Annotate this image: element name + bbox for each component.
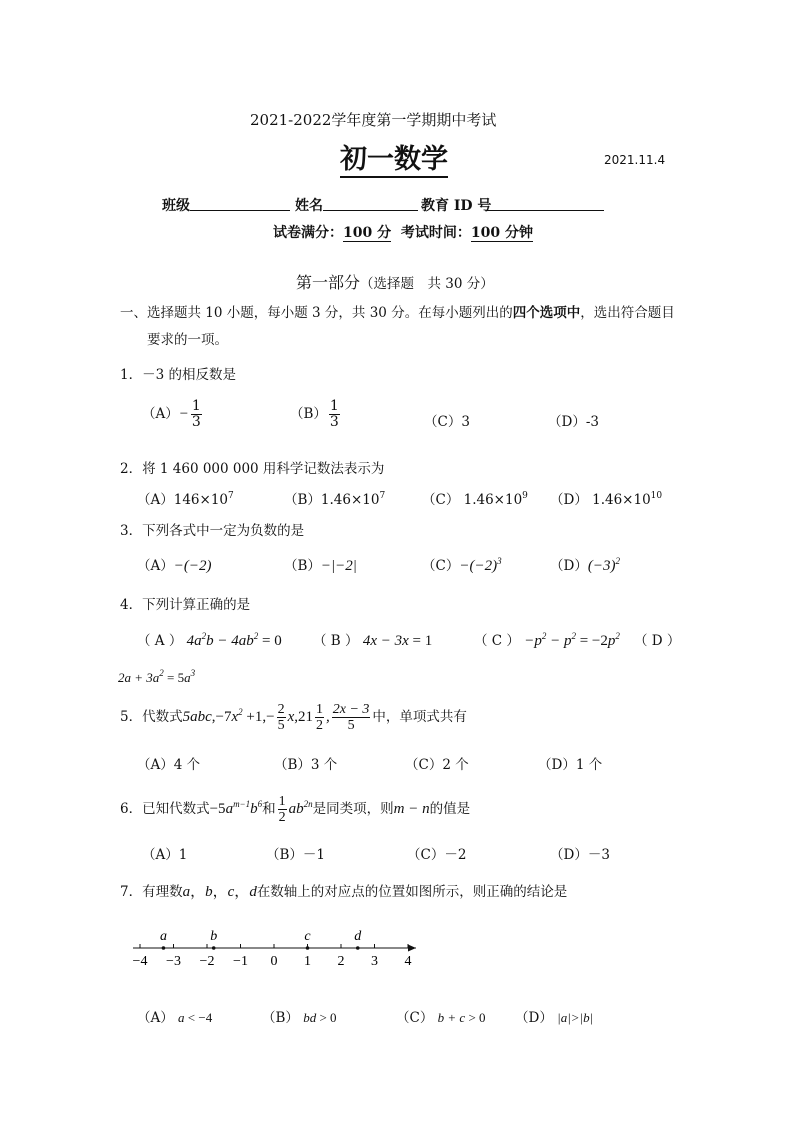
q4-stem: 4．下列计算正确的是 [120,597,251,613]
q6-option-d[interactable]: （D）－3 [550,847,610,863]
class-label: 班级 [162,198,190,214]
q2-option-b[interactable] [284,488,385,508]
q5-stem-start: 5．代数式 [120,709,183,725]
q3-c-label: （C） [422,558,460,574]
q5-option-c[interactable]: （C）2 个 [405,757,469,773]
q3-option-d[interactable]: $(D)(-3)^2$ [550,556,620,574]
instruction-text-end: ，选出符合题目 [580,305,675,321]
q6-stem-start: 6．已知代数式 [120,801,210,817]
instruction-emphasis: 四个选项中 [512,305,581,321]
number-line-tick-label: −3 [166,954,181,969]
number-line-figure [120,922,440,970]
q7-d-label: （D） [515,1010,553,1026]
q1-b-num: 1 [329,398,339,414]
number-line-arrow [408,945,416,952]
q7-stem: 7．有理数a，b，c，d在数轴上的对应点的位置如图所示，则正确的结论是 [120,884,568,900]
q2-d-text: （D） 1.46×10 [550,492,651,508]
exam-date: 2021.11.4 [604,153,666,167]
score-time-line [273,222,533,242]
q3-a-label: （A） [137,558,174,574]
q2-a-exp: 7 [228,491,234,501]
q3-option-a[interactable]: （A）−(−2) [137,558,212,574]
exam-title: 2021-2022学年度第一学期期中考试 [250,111,497,129]
q2-c-text: （C） 1.46×10 [422,492,523,508]
q5-option-b[interactable]: （B）3 个 [274,757,338,773]
number-line-point-d [356,946,360,950]
q3-b-label: （B） [284,558,321,574]
q7-option-d[interactable]: （D） |a|>|b| [515,1010,594,1026]
q2-b-text: （B）1.46×10 [284,492,380,508]
q2-a-text: （A）146×10 [137,492,229,508]
q6-stem-end: 的值是 [429,801,471,817]
q4-option-a[interactable]: （ A ） $4a^2b - 4ab^2 = 0$ [137,631,282,649]
q7-a-label: （A） [137,1010,174,1026]
q1-option-b[interactable] [290,399,342,430]
q3-d-label: （D） [550,558,588,574]
q1-b-den: 3 [329,414,339,430]
q4-option-c[interactable]: （ C ） $-p^2 - p^2 = -2p^2$ [474,631,620,649]
id-label: 教育 ID 号 [421,198,492,214]
number-line-tick-label: −4 [132,954,148,969]
q6-stem-mid: 是同类项，则 [312,801,394,817]
section-title: 第一部分 [296,273,361,292]
q5-stem-end: 中，单项式共有 [372,709,467,725]
q1-option-a[interactable]: （A）− $\frac{1}{3}$ [142,398,201,430]
number-line-tick-label: 3 [371,954,378,969]
q4-option-d-expression: $2a + 3a^2 = 5a^3$ [118,668,196,685]
q7-option-a[interactable]: （A） a < −4 [137,1010,213,1026]
q7-b-label: （B） [262,1010,299,1026]
section-heading [296,270,494,293]
number-line-point-c [306,946,310,950]
q4-option-b[interactable]: （ B ） 4x − 3x = 1 [313,633,433,649]
number-line-tick-label: 2 [337,954,345,969]
q7-option-b[interactable]: （B） bd > 0 [262,1010,337,1026]
q3-option-b[interactable]: （B）−|−2| [284,558,357,574]
q3-stem: 3．下列各式中一定为负数的是 [120,523,305,539]
q4-option-d[interactable]: （ D ） [634,633,681,649]
section-instruction-1 [120,301,675,321]
q4-a-label: （ A ） [137,633,183,649]
class-blank[interactable] [190,196,290,211]
q2-option-a[interactable] [137,488,234,508]
number-line-point-label: c [304,929,311,944]
q7-stem-start: 7．有理数 [120,884,183,900]
time-label: 考试时间： [400,225,471,241]
q7-option-c[interactable]: （C） b + c > 0 [396,1010,486,1026]
q1-option-d[interactable]: （D）-3 [548,414,599,430]
number-line-point-label: b [210,929,218,944]
q2-c-exp: 9 [522,491,528,501]
q6-stem-and: 和 [262,801,276,817]
q2-stem: 2．将 1 460 000 000 用科学记数法表示为 [120,461,385,477]
q1-a-label: （A） [142,406,179,422]
number-line-tick-label: −2 [199,954,215,969]
number-line-point-a [162,946,166,950]
number-line-point-label: a [159,929,167,944]
q1-b-label: （B） [290,406,327,422]
section-instruction-2: 要求的一项。 [147,332,228,348]
number-line-point-label: d [354,929,362,944]
q2-d-exp: 10 [650,491,663,501]
q2-b-exp: 7 [379,491,386,501]
q5-option-a[interactable]: （A）4 个 [137,757,201,773]
q1-a-den: 3 [191,414,201,430]
score-label: 试卷满分： [273,225,343,241]
name-label: 姓名 [295,198,323,214]
q1-stem: 1．－3 的相反数是 [120,367,236,383]
q3-option-c[interactable]: $(C)-(-2)^3$ [422,556,502,574]
q6-stem: 6．已知代数式$-5a^{m-1}b^6$和 $\frac{1}{2}$ $ab^{2n}$是同类项，则m − n的值是 [120,794,471,825]
q1-a-num: 1 [191,398,201,414]
score-value: 100 分 [343,225,392,241]
q5-option-d[interactable]: （D）1 个 [538,757,603,773]
q6-option-a[interactable]: （A）1 [142,847,188,863]
q5-stem: 5．代数式$5abc,-7x^2 +1,-$ $\frac{2}{5}$ x,21 $\frac{1}{2}$ , $\frac{2x - 3}{5}$ 中，单项式共有 [120,702,467,733]
q7-c-label: （C） [396,1010,434,1026]
number-line-tick-label: −1 [233,954,248,969]
time-value: 100 分钟 [470,225,533,241]
q4-c-label: （ C ） [474,633,520,649]
q7-stem-end: 在数轴上的对应点的位置如图所示，则正确的结论是 [256,884,568,900]
q6-option-b[interactable]: （B）－1 [266,847,326,863]
q6-option-c[interactable]: （C）－2 [407,847,467,863]
subject-title: 初一数学 [340,137,448,178]
q1-option-c[interactable]: （C）3 [424,414,470,430]
number-line-tick-label: 4 [404,954,412,969]
q2-option-c[interactable] [422,488,528,508]
number-line-tick-label: 0 [270,954,278,969]
q2-option-d[interactable] [550,488,662,508]
name-blank[interactable] [323,196,418,211]
section-subtitle: （选择题 共 30 分） [360,276,494,292]
number-line-point-b [212,946,216,950]
q4-b-label: （ B ） [313,633,359,649]
instruction-text: 一、选择题共 10 小题，每小题 3 分，共 30 分。在每小题列出的 [120,305,513,321]
number-line-tick-label: 1 [304,954,311,969]
id-blank[interactable] [486,196,604,211]
